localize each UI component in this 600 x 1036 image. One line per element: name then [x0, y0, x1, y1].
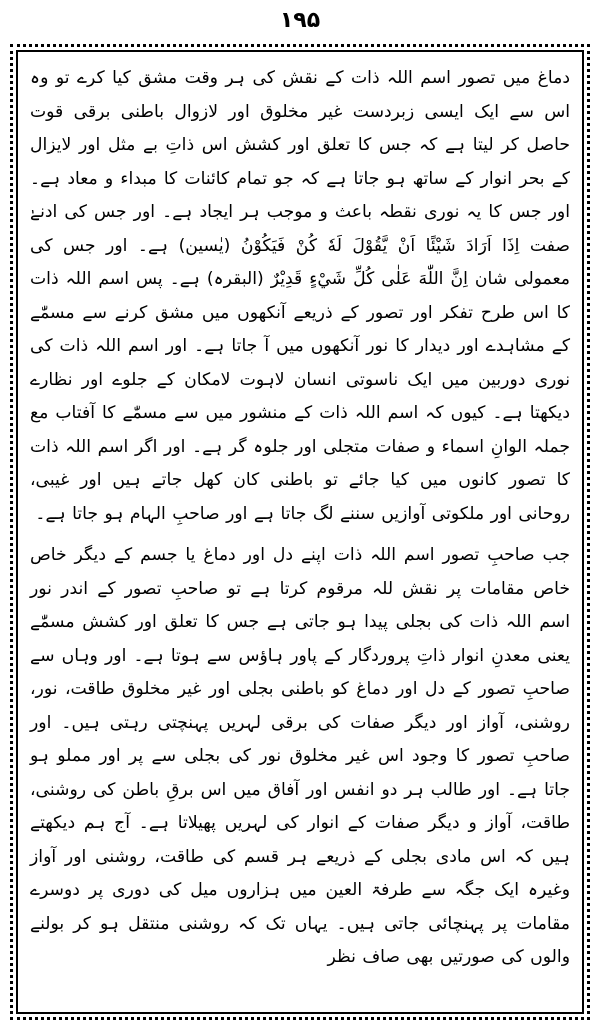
page-border-frame — [10, 44, 590, 1020]
paragraph-1: دماغ میں تصور اسم اللہ ذات کے نقش کی ہر وقت مشق کیا کرے تو وہ اس سے ایک ایسی زبردست غیر مخلوق اور لازوال باطنی برقی قوت حاصل کر لیتا ہے کہ جس کا تعلق اور کشش اس ذاتِ بے مثل اور لایزال کے بحر انوار کے ساتھ ہو جاتا ہے کہ جو تمام کائنات کا مبداء و معاد ہے۔ اور جس کا یہ نوری نقطہ باعث و موجب ہر ایجاد ہے۔ اور جس کی ادنےٰ صفت اِذَا اَرَادَ شَيْئًا اَنْ يَّقُوْلَ لَهٗ كُنْ فَيَكُوْنُ (یٰسین) ہے۔ اور جس کی معمولی شان اِنَّ اللّٰهَ عَلٰى كُلِّ شَيْءٍ قَدِيْرٌ (البقرہ) ہے۔ پس اسم اللہ ذات کا اس طرح تفکر اور تصور کے ذریعے آنکھوں میں مشق کرنے سے مسمّٰے کے مشاہدے اور دیدار کا نور آنکھوں میں آ جاتا ہے۔ اور اسم اللہ ذات کی نوری دوربین میں ایک ناسوتی انسان لاہوت لامکان کے جلوے اور نظارے دیکھتا ہے۔ کیوں کہ اسم اللہ ذات کے منشور میں سے مسمّٰے کا آفتاب مع جملہ الوانِ اسماء و صفات متجلی اور جلوہ گر ہے۔ اور اگر اسم اللہ ذات کا تصور کانوں میں کیا جائے تو باطنی کان کھل جاتے ہیں اور غیبی، روحانی اور ملکوتی آوازیں سننے لگ جاتا ہے اور صاحبِ الہام ہو جاتا ہے۔ — [30, 68, 570, 524]
paragraph-2: جب صاحبِ تصور اسم اللہ ذات اپنے دل اور دماغ یا جسم کے دیگر خاص خاص مقامات پر نقش للہ مرقوم کرتا ہے تو صاحبِ تصور کے اندر نور اسم اللہ ذات کی بجلی پیدا ہو جاتی ہے جس کا تعلق اور کشش مسمّٰے یعنی معدنِ انوار ذاتِ پروردگار کے پاور ہاؤس سے ہوتا ہے۔ اور وہاں سے صاحبِ تصور کے دل اور دماغ کو باطنی بجلی اور غیر مخلوق طاقت، نور، روشنی، آواز اور دیگر صفات کی برقی لہریں پہنچتی رہتی ہیں۔ اور صاحبِ تصور کا وجود اس غیر مخلوق نور کی بجلی سے پر اور مملو ہو جاتا ہے۔ اور طالب ہر دو انفس اور آفاق میں اس برقِ باطن کی روشنی، طاقت، آواز و دیگر صفات کے انوار کی لہریں پھیلاتا ہے۔ آج ہم دیکھتے ہیں کہ اس مادی بجلی کے ذریعے ہر قسم کی طاقت، روشنی اور آواز وغیرہ ایک جگہ سے طرفۃ العین میں ہزاروں میل کی دوری پر دوسرے مقامات پر پہنچائی جاتی ہیں۔ یہاں تک کہ روشنی منتقل ہو کر بولنے والوں کی صورتیں بھی صاف نظر — [30, 545, 570, 967]
page-text-area — [16, 50, 584, 1014]
page-number: ۱۹۵ — [279, 8, 321, 33]
